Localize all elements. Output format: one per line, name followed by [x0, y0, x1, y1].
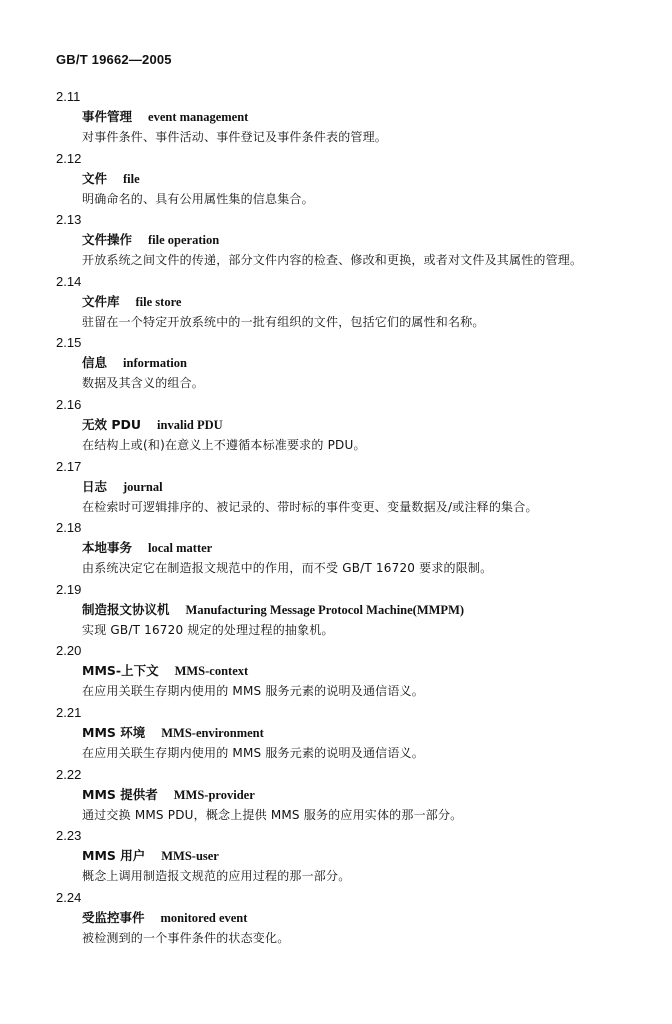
entry-term [82, 723, 264, 743]
entry-number: 2.18 [56, 520, 82, 536]
entry-definition: 对事件条件、事件活动、事件登记及事件条件表的管理。 [82, 130, 388, 144]
term-chinese: 事件管理 [82, 109, 133, 124]
entry-term [82, 353, 187, 373]
term-english: file operation [148, 233, 220, 248]
glossary-entry [0, 641, 672, 703]
glossary-entry [0, 149, 672, 211]
entry-number: 2.16 [56, 396, 82, 412]
entry-term [82, 292, 181, 312]
entry-definition: 概念上调用制造报文规范的应用过程的那一部分。 [82, 869, 351, 884]
term-english: invalid PDU [157, 417, 223, 432]
entry-definition: 驻留在一个特定开放系统中的一批有组织的文件，包括它们的属性和名称。 [82, 314, 485, 329]
glossary-entry [0, 580, 672, 642]
entry-definition: 被检测到的一个事件条件的状态变化。 [82, 930, 290, 945]
term-chinese: MMS-上下文 [82, 663, 159, 679]
glossary-entry [0, 87, 672, 149]
term-chinese: 本地事务 [82, 540, 133, 556]
glossary-entry [0, 395, 672, 457]
entry-definition: 在检索时可逻辑排序的、被记录的、带时标的事件变更、变量数据及/或注释的集合。 [82, 499, 538, 514]
term-english: MMS-provider [173, 787, 255, 802]
entry-number: 2.23 [56, 828, 82, 844]
term-chinese: MMS 提供者 [82, 786, 158, 802]
entry-number: 2.13 [56, 212, 82, 228]
entry-number: 2.14 [56, 273, 82, 289]
glossary-entry [0, 333, 672, 395]
term-chinese: 受监控事件 [82, 909, 145, 925]
term-chinese: 日志 [82, 478, 108, 494]
entry-term [82, 107, 248, 127]
entry-number: 2.22 [56, 766, 82, 782]
entry-number: 2.19 [56, 581, 82, 597]
term-english: MMS-environment [161, 725, 264, 740]
entry-term [82, 661, 248, 681]
term-english: MMS-context [174, 664, 249, 679]
glossary-entry [0, 703, 672, 765]
entry-number: 2.17 [56, 458, 82, 474]
page-header-standard-number: GB/T 19662—2005 [56, 52, 172, 67]
entry-term [82, 230, 219, 250]
entry-definition: 在应用关联生存期内使用的 MMS 服务元素的说明及通信语义。 [82, 684, 424, 699]
entry-term [82, 908, 247, 928]
term-chinese: 文件 [82, 170, 108, 186]
term-english: monitored event [160, 910, 248, 925]
glossary-entries [0, 87, 672, 949]
term-chinese: 无效 PDU [82, 416, 142, 432]
glossary-entry [0, 272, 672, 334]
entry-number: 2.12 [56, 150, 82, 166]
term-english: local matter [148, 541, 213, 556]
entry-number: 2.11 [56, 89, 81, 104]
entry-number: 2.20 [56, 643, 82, 659]
glossary-entry [0, 518, 672, 580]
term-english: event management [148, 110, 249, 124]
entry-definition: 明确命名的、具有公用属性集的信息集合。 [82, 191, 314, 206]
term-english: information [123, 356, 187, 371]
entry-definition: 开放系统之间文件的传递，部分文件内容的检查、修改和更换，或者对文件及其属性的管理。 [82, 253, 583, 268]
entry-term [82, 169, 140, 189]
glossary-entry [0, 457, 672, 519]
entry-definition: 实现 GB/T 16720 规定的处理过程的抽象机。 [82, 622, 334, 637]
glossary-entry [0, 210, 672, 272]
entry-term [82, 600, 464, 620]
glossary-entry [0, 765, 672, 827]
term-english: file store [135, 294, 182, 309]
entry-definition: 通过交换 MMS PDU，概念上提供 MMS 服务的应用实体的那一部分。 [82, 807, 463, 822]
entry-number: 2.15 [56, 335, 82, 351]
entry-definition: 由系统决定它在制造报文规范中的作用，而不受 GB/T 16720 要求的限制。 [82, 561, 493, 576]
entry-number: 2.24 [56, 889, 82, 905]
entry-term [82, 538, 212, 558]
term-english: file [123, 171, 140, 186]
term-chinese: 制造报文协议机 [82, 601, 170, 617]
term-english: Manufacturing Message Protocol Machine(MMPM) [185, 602, 465, 617]
glossary-entry [0, 888, 672, 950]
term-english: journal [123, 479, 163, 494]
entry-definition: 数据及其含义的组合。 [82, 376, 205, 391]
term-chinese: MMS 环境 [82, 724, 146, 740]
glossary-entry [0, 826, 672, 888]
entry-definition: 在应用关联生存期内使用的 MMS 服务元素的说明及通信语义。 [82, 745, 424, 760]
entry-term [82, 415, 223, 435]
term-chinese: 文件库 [82, 293, 120, 309]
entry-term [82, 846, 219, 866]
term-chinese: 文件操作 [82, 232, 133, 248]
term-chinese: MMS 用户 [82, 848, 146, 864]
entry-term [82, 477, 163, 497]
entry-definition: 在结构上或(和)在意义上不遵循本标准要求的 PDU。 [82, 437, 366, 452]
term-chinese: 信息 [82, 355, 108, 371]
entry-term [82, 785, 255, 805]
entry-number: 2.21 [56, 704, 82, 720]
term-english: MMS-user [161, 849, 219, 864]
